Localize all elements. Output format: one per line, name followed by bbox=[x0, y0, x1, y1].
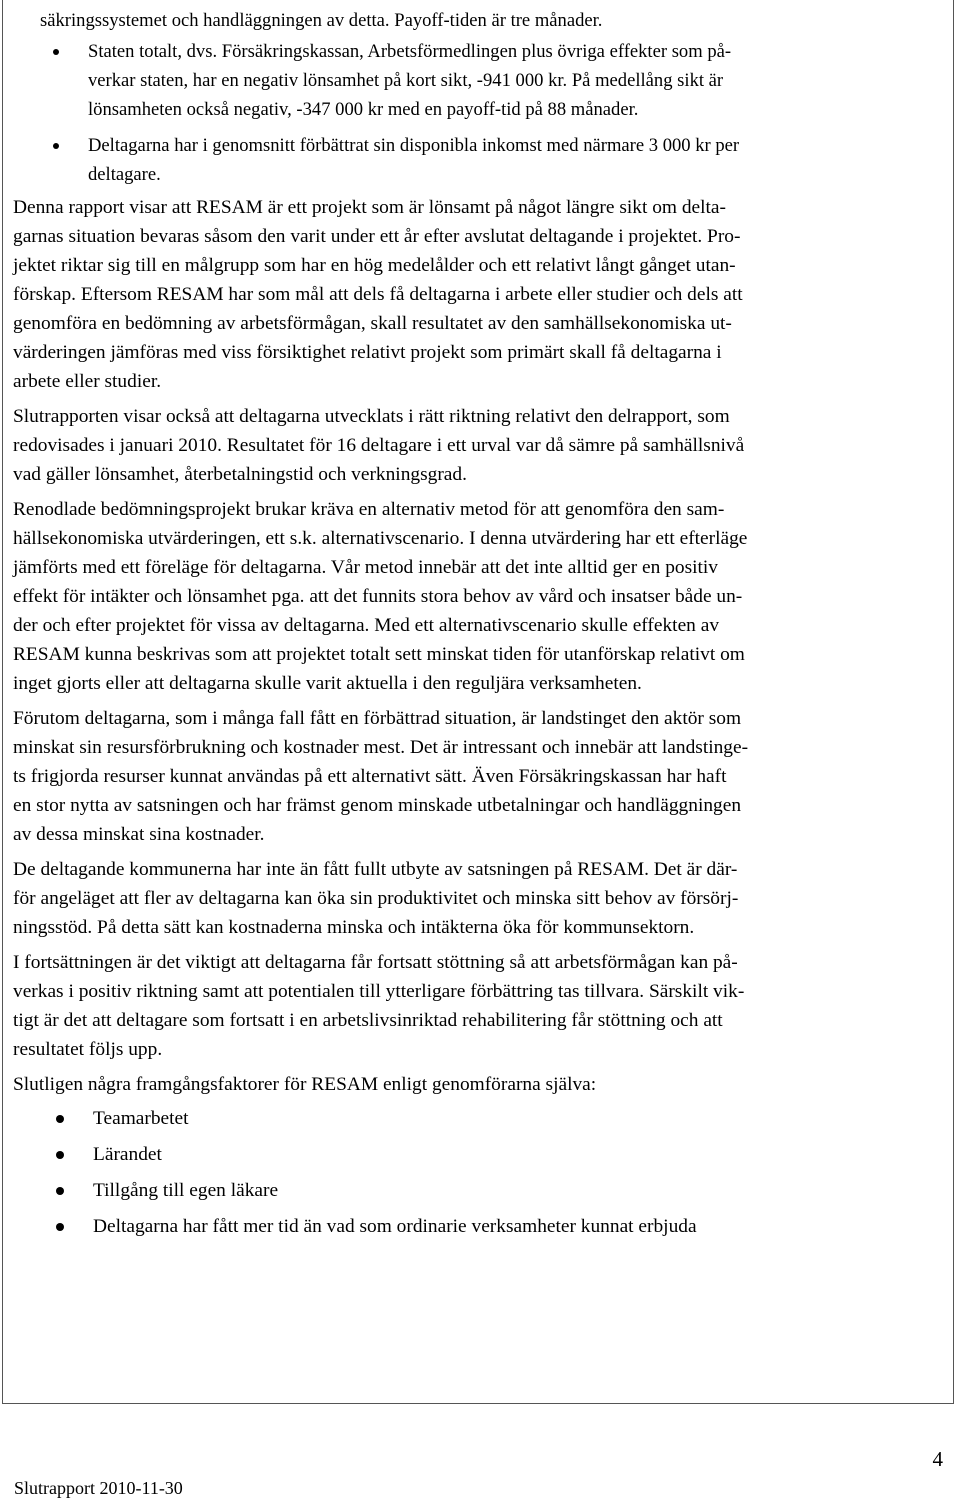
paragraph: Slutligen några framgångsfaktorer för RESAM enligt genomförarna själva: bbox=[13, 1074, 597, 1095]
list-item bbox=[13, 131, 945, 189]
document-body bbox=[13, 6, 945, 1248]
bullet-list-results bbox=[13, 37, 945, 189]
bullet-icon bbox=[56, 1151, 64, 1159]
list-item bbox=[13, 1140, 945, 1169]
top-line: säkringssystemet och handläggningen av detta. Payoff-tiden är tre månader. bbox=[40, 10, 603, 31]
list-item bbox=[13, 1212, 945, 1241]
list-item-text: Deltagarna har fått mer tid än vad som ordinarie verksamheter kunnat erbjuda bbox=[93, 1216, 697, 1237]
list-item bbox=[13, 1104, 945, 1133]
list-item-text: Staten totalt, dvs. Försäkringskassan, Arbetsförmedlingen plus övriga effekter som på- verkar staten, har en negativ lönsamhet på kort sikt, -941 000 kr. På medellång sikt är lönsamheten också negativ, -347 000 kr med en payoff-tid på 88 månader. bbox=[88, 41, 732, 120]
bullet-list-success-factors bbox=[13, 1104, 945, 1241]
list-item bbox=[13, 1176, 945, 1205]
list-item bbox=[13, 37, 945, 124]
paragraph: Förutom deltagarna, som i många fall fått en förbättrad situation, är landstinget den aktör som minskat sin resursförbrukning och kostnader mest. Det är intressant och innebär att landstinge- ts frigjorda resurser kunnat användas på ett alternativt sätt. Även Försäkringskassan har haft en stor nytta av satsningen och har främst genom minskade utbetalningar och handläggningen av dessa minskat sina kostnader. bbox=[13, 708, 749, 845]
bullet-icon bbox=[53, 49, 59, 55]
footer-text: Slutrapport 2010-11-30 bbox=[14, 1478, 183, 1498]
bullet-icon bbox=[56, 1115, 64, 1123]
paragraph: Slutrapporten visar också att deltagarna utvecklats i rätt riktning relativt den delrapport, som redovisades i januari 2010. Resultatet för 16 deltagare i ett urval var då sämre på samhällsnivå vad gäller lönsamhet, återbetalningstid och verkningsgrad. bbox=[13, 406, 745, 485]
bullet-icon bbox=[56, 1223, 64, 1231]
paragraph: Renodlade bedömningsprojekt brukar kräva en alternativ metod för att genomföra den sam- hällsekonomiska utvärderingen, ett s.k. alternativscenario. I denna utvärdering har ett efterläge jämförts med ett föreläge för deltagarna. Vår metod innebär att det inte alltid ger en positiv effekt för intäkter och lönsamhet pga. att det funnits stora behov av vård och insatser både un- der och efter projektet för vissa av deltagarna. Med ett alternativscenario skulle effekten av RESAM kunna beskrivas som att projektet totalt sett minskat tiden för utanförskap relativt om inget gjorts eller att deltagarna skulle varit aktuella i den reguljära verksamheten. bbox=[13, 499, 748, 694]
bullet-icon bbox=[56, 1187, 64, 1195]
paragraph: Denna rapport visar att RESAM är ett projekt som är lönsamt på något längre sikt om delta- garnas situation bevaras såsom den varit under ett år efter avslutat deltagande i projektet. Pro- jektet riktar sig till en målgrupp som har en hög medelålder och ett relativt långt gånget utan- förskap. Eftersom RESAM har som mål att dels få deltagarna i arbete eller studier och dels att genomföra en bedömning av arbetsförmågan, skall resultatet av den samhällsekonomiska ut- värderingen jämföras med viss försiktighet relativt projekt som primärt skall få deltagarna i arbete eller studier. bbox=[13, 197, 743, 392]
list-item-text: Lärandet bbox=[93, 1144, 162, 1165]
paragraph: I fortsättningen är det viktigt att deltagarna får fortsatt stöttning så att arbetsförmågan kan på- verkas i positiv riktning samt att potentialen till ytterligare förbättring tas tillvara. Särskilt vik- tigt är det att deltagare som fortsatt i en arbetslivsinriktad rehabilitering får stöttning och att resultatet följs upp. bbox=[13, 952, 745, 1060]
paragraph: De deltagande kommunerna har inte än fått fullt utbyte av satsningen på RESAM. Det är där- för angeläget att fler av deltagarna kan öka sin produktivitet och minska sitt behov av försörj- ningsstöd. På detta sätt kan kostnaderna minska och intäkterna öka för kommunsektorn. bbox=[13, 859, 739, 938]
list-item-text: Deltagarna har i genomsnitt förbättrat sin disponibla inkomst med närmare 3 000 kr per deltagare. bbox=[88, 135, 740, 185]
bullet-icon bbox=[53, 143, 59, 149]
list-item-text: Tillgång till egen läkare bbox=[93, 1180, 279, 1201]
list-item-text: Teamarbetet bbox=[93, 1108, 189, 1129]
page-number: 4 bbox=[932, 1447, 943, 1471]
